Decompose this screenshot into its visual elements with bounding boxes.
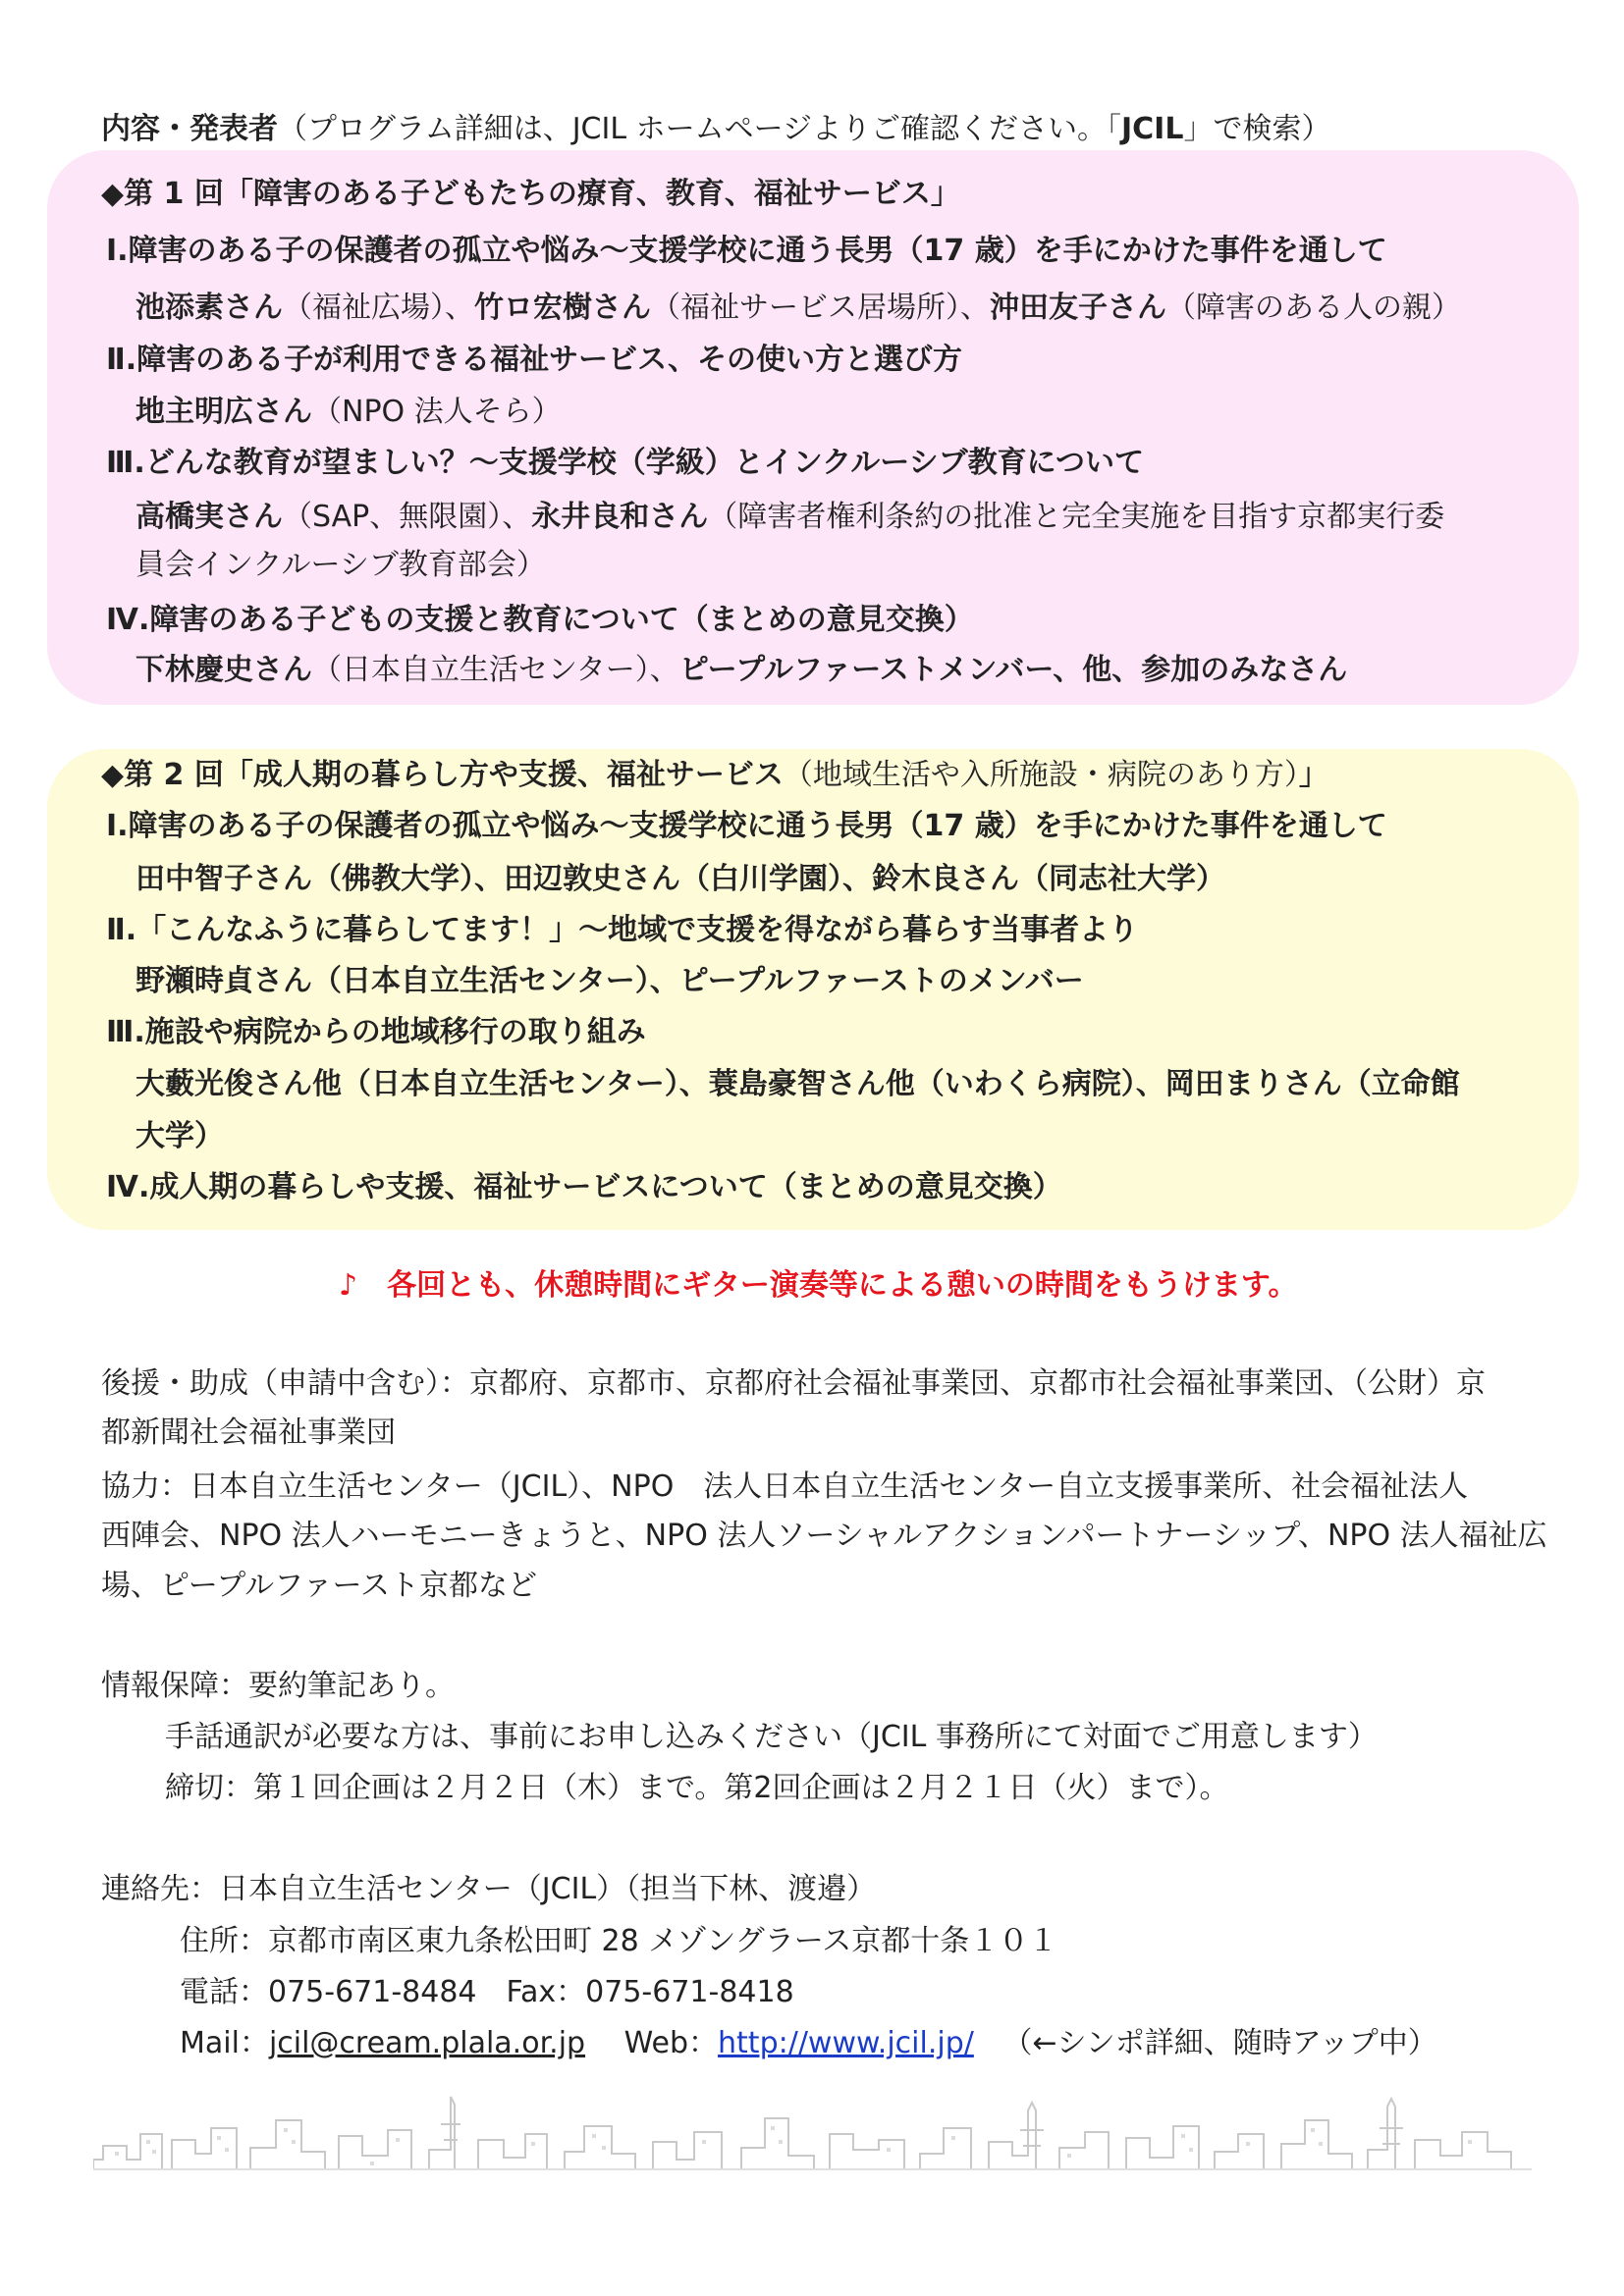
cooperation-line1: 協力：日本自立生活センター（JCIL）、NPO 法人日本自立生活センター自立支援事業所、社会福祉法人: [101, 1469, 1469, 1504]
presenter-affiliation: （SAP、無限園）、: [283, 500, 532, 534]
cooperation-line2: 西陣会、NPO 法人ハーモニーきょうと、NPO 法人ソーシャルアクションパートナーシップ、NPO 法人福祉広: [101, 1519, 1547, 1553]
mail-label: Mail：: [180, 2026, 269, 2060]
presenter-name: 地主明広さん: [135, 395, 312, 429]
presenter-affiliation: （福祉広場）、: [283, 291, 474, 325]
session2-title-main: ◆第 2 回「成人期の暮らし方や支援、福祉サービス: [101, 758, 784, 792]
session2-item1-heading: Ⅰ.障害のある子の保護者の孤立や悩み～支援学校に通う長男（17 歳）を手にかけた事件を通して: [106, 809, 1387, 843]
info-deadline: 締切：第１回企画は２月２日（木）まで。第2回企画は２月２１日（火）まで）。: [165, 1771, 1229, 1805]
session2-title-note: （地域生活や入所施設・病院のあり方）: [783, 758, 1299, 792]
presenter-affiliation: （障害者権利条約の批准と完全実施を目指す京都実行委: [708, 500, 1445, 534]
session1-item2-presenters: [135, 393, 562, 432]
header-label: 内容・発表者: [101, 112, 278, 146]
presenter-affiliation: （日本自立生活センター）、: [312, 653, 679, 687]
web-label: Web：: [623, 2026, 719, 2060]
info-line1: 情報保障：要約筆記あり。: [101, 1669, 455, 1703]
session1-item2-heading: Ⅱ.障害のある子が利用できる福祉サービス、その使い方と選び方: [106, 343, 963, 377]
support-line2: 都新聞社会福祉事業団: [101, 1415, 396, 1450]
break-notice: ♪ 各回とも、休憩時間にギター演奏等による憩いの時間をもうけます。: [339, 1268, 1298, 1303]
info-line2: 手話通訳が必要な方は、事前にお申し込みください（JCIL 事務所にて対面でご用意します）: [165, 1720, 1378, 1754]
session1-item1-presenters: [135, 289, 1461, 328]
session1-item3-heading: Ⅲ.どんな教育が望ましい？～支援学校（学級）とインクルーシブ教育について: [106, 446, 1145, 480]
header-note-key: JCIL: [1121, 112, 1184, 146]
contact-address: 住所：京都市南区東九条松田町 28 メゾングラース京都十条１０１: [180, 1924, 1058, 1958]
session2-title: [101, 756, 1328, 795]
presenter-name: 永井良和さん: [531, 500, 709, 534]
session2-item3-continued: 大学）: [135, 1119, 224, 1153]
mail-link[interactable]: jcil@cream.plala.or.jp: [268, 2026, 586, 2060]
session1-item4-heading: Ⅳ.障害のある子どもの支援と教育について（まとめの意見交換）: [106, 603, 974, 637]
presenter-name: 竹ロ宏樹さん: [474, 291, 651, 325]
session1-title: ◆第 1 回「障害のある子どもたちの療育、教育、福祉サービス」: [101, 177, 960, 211]
city-skyline-illustration: [93, 2091, 1532, 2171]
web-note: （←シンポ詳細、随時アップ中）: [1002, 2026, 1437, 2060]
session1-item4-presenters: [135, 651, 1347, 690]
web-link[interactable]: http://www.jcil.jp/: [718, 2026, 974, 2060]
session2-item4-heading: Ⅳ.成人期の暮らしや支援、福祉サービスについて（まとめの意見交換）: [106, 1170, 1062, 1204]
program-header: [101, 110, 1330, 149]
presenter-name: 池添素さん: [135, 291, 283, 325]
presenter-affiliation: （NPO 法人そら）: [312, 395, 562, 429]
contact-web-line: [180, 2024, 1437, 2063]
session1-item3-continued: 員会インクルーシブ教育部会）: [135, 548, 546, 582]
session2-item1-presenters: 田中智子さん（佛教大学）、田辺敦史さん（白川学園）、鈴木良さん（同志社大学）: [135, 862, 1225, 896]
session1-item1-heading: Ⅰ.障害のある子の保護者の孤立や悩み～支援学校に通う長男（17 歳）を手にかけた事件を通して: [106, 234, 1387, 268]
contact-phone: 電話：075-671-8484 Fax：075-671-8418: [180, 1975, 794, 2009]
presenter-name: ピープルファーストメンバー、他、参加のみなさん: [678, 653, 1348, 687]
presenter-affiliation: （福祉サービス居場所）、: [651, 291, 990, 325]
session1-item3-presenters: [135, 498, 1444, 537]
presenter-name: 沖田友子さん: [990, 291, 1166, 325]
session2-item2-presenters: 野瀬時貞さん（日本自立生活センター）、ピープルファーストのメンバー: [135, 964, 1084, 998]
support-line1: 後援・助成（申請中含む）：京都府、京都市、京都府社会福祉事業団、京都市社会福祉事業団、（公財）京: [101, 1366, 1486, 1401]
cooperation-line3: 場、ピープルファースト京都など: [101, 1569, 537, 1603]
presenter-affiliation: （障害のある人の親）: [1166, 291, 1461, 325]
contact-line1: 連絡先：日本自立生活センター（JCIL）（担当下林、渡邉）: [101, 1872, 877, 1906]
header-note-pre: （プログラム詳細は、JCIL ホームページよりご確認ください。「: [278, 112, 1121, 146]
session2-item2-heading: Ⅱ.「こんなふうに暮らしてます！」～地域で支援を得ながら暮らす当事者より: [106, 913, 1139, 947]
presenter-name: 高橋実さん: [135, 500, 283, 534]
session2-item3-heading: Ⅲ.施設や病院からの地域移行の取り組み: [106, 1015, 646, 1049]
presenter-name: 下林慶史さん: [135, 653, 312, 687]
session2-item3-presenters: 大藪光俊さん他（日本自立生活センター）、蓑島豪智さん他（いわくら病院）、岡田まりさん（立命館: [135, 1067, 1460, 1101]
header-note-post: 」で検索）: [1183, 112, 1331, 146]
session2-title-end: 」: [1298, 758, 1328, 792]
